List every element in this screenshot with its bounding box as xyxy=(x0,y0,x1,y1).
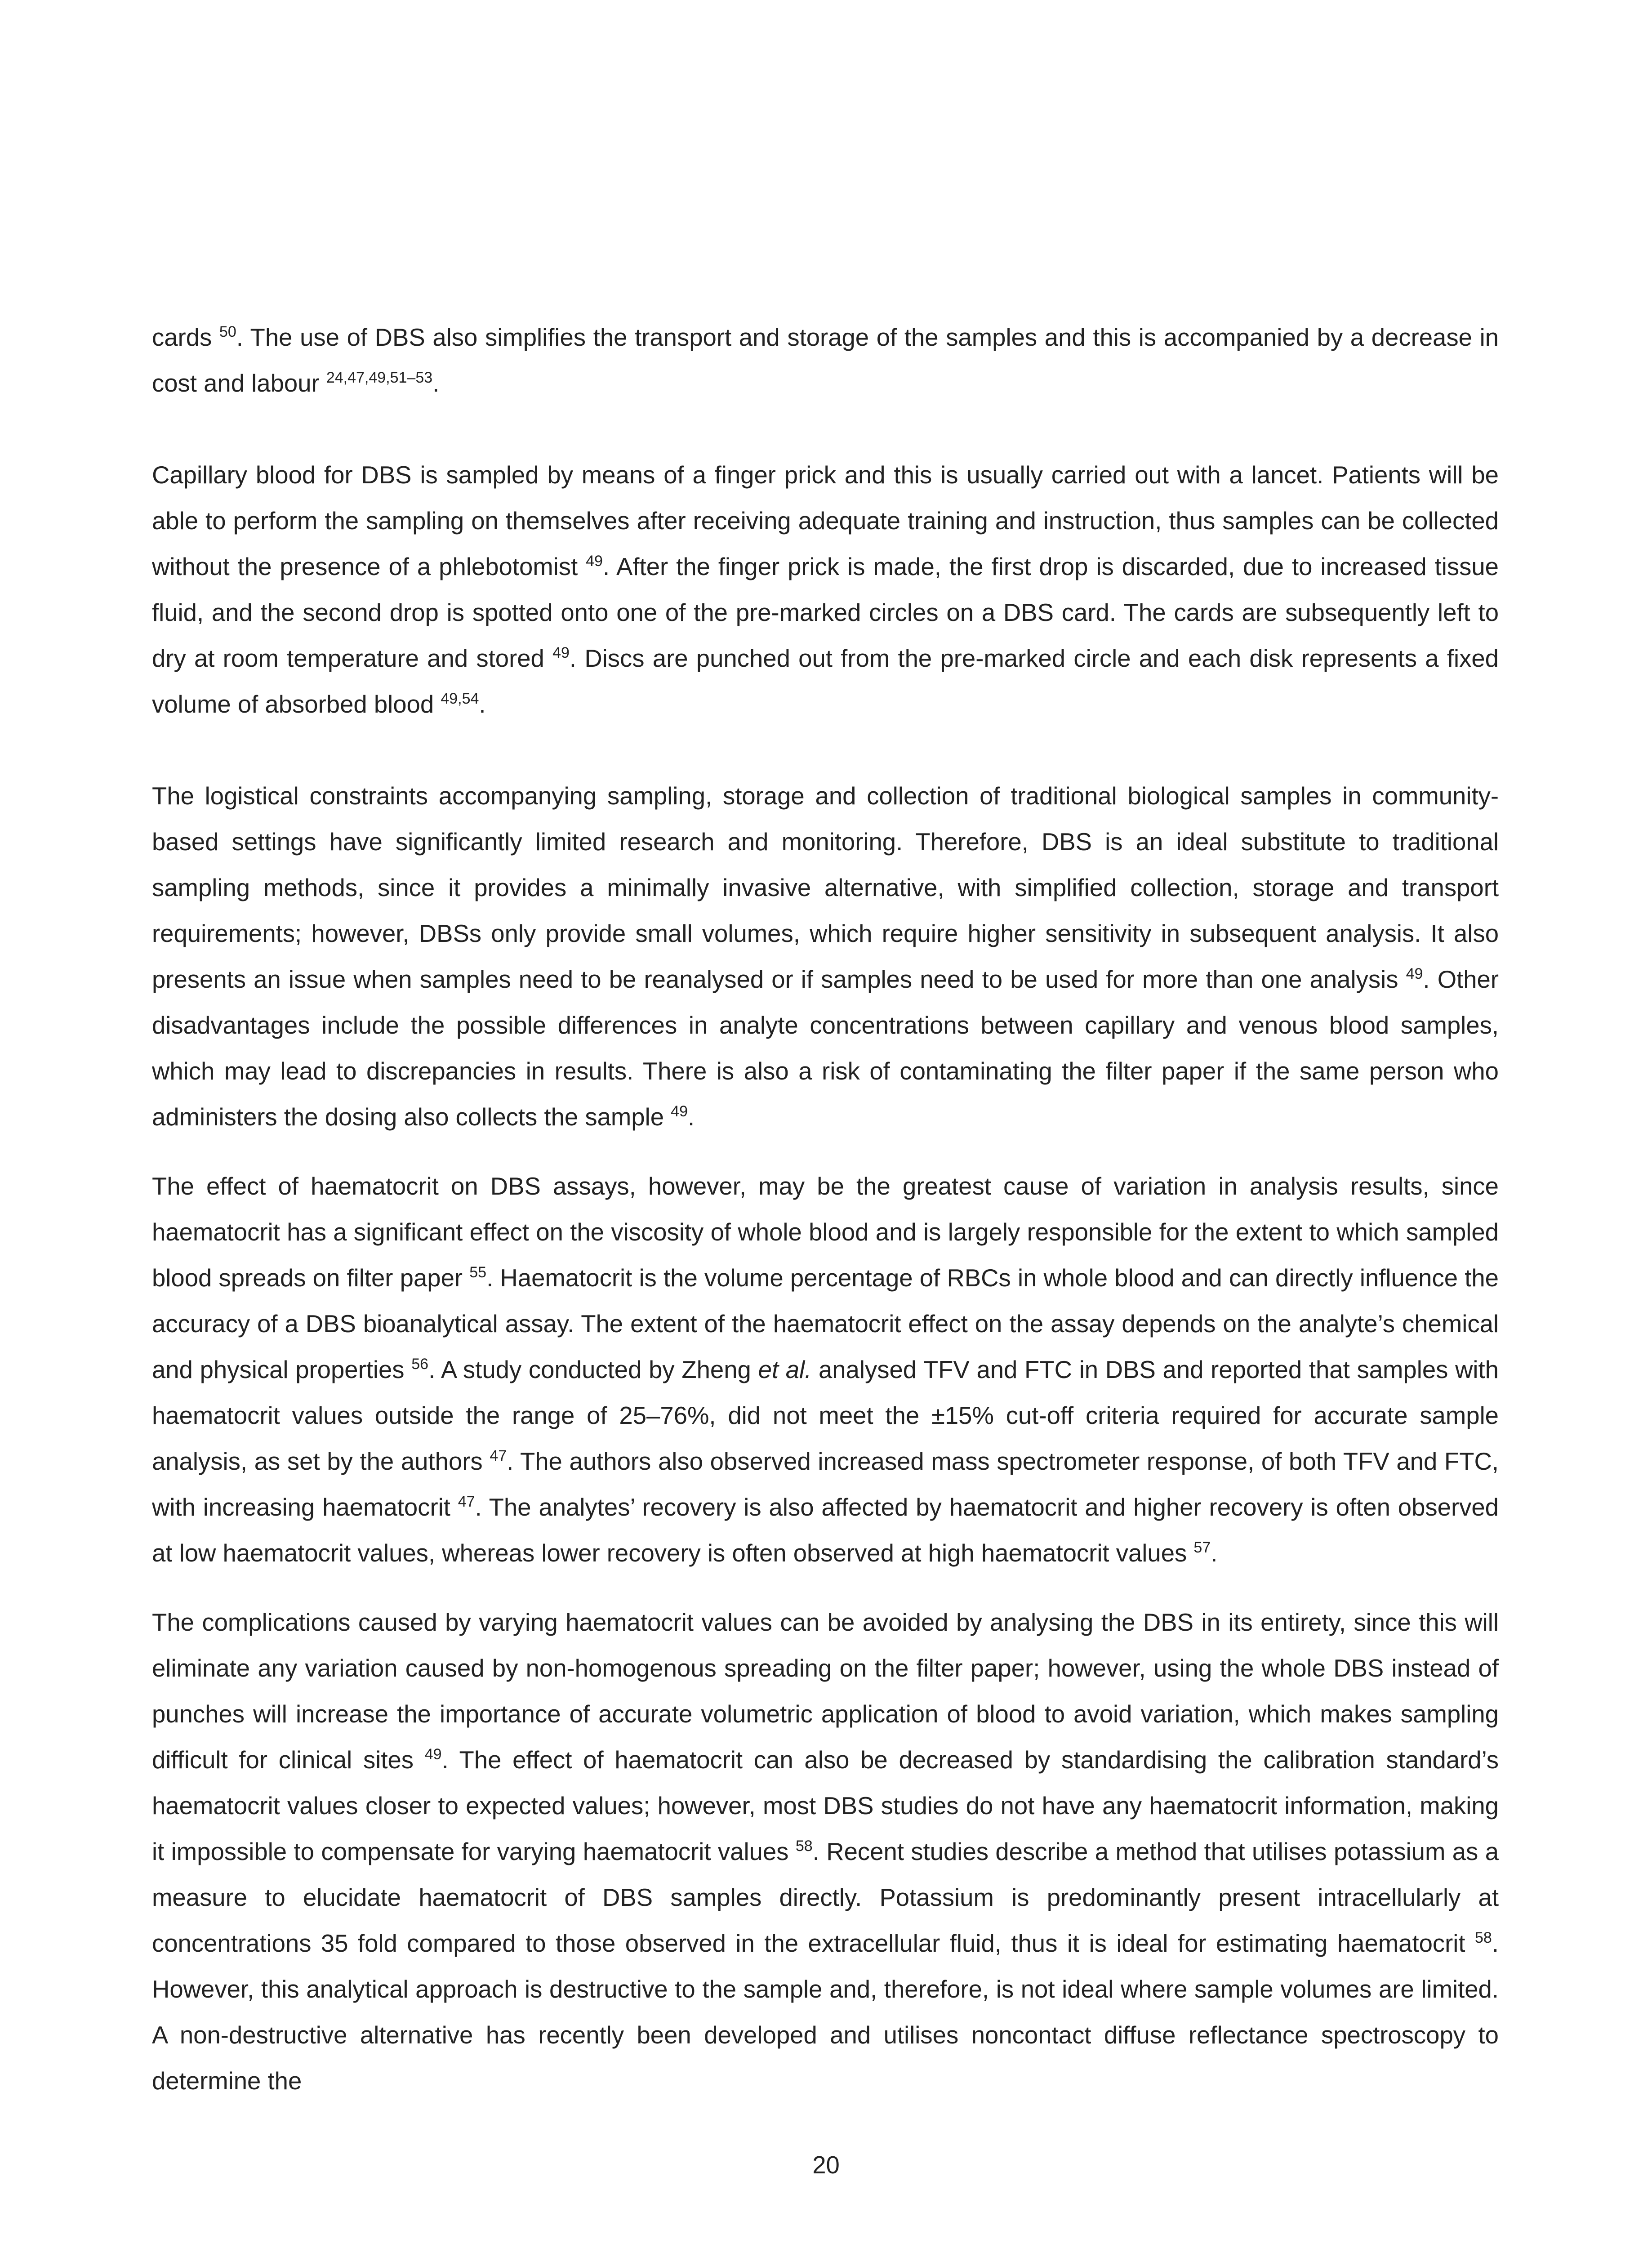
text-run: . xyxy=(479,691,486,718)
paragraph-logistical-constraints xyxy=(152,773,1499,1140)
text-run: . Discs are punched out from the pre-marked circle and each disk represents a fixed volume of absorbed blood xyxy=(152,645,1499,718)
page-number: 20 xyxy=(812,2151,840,2179)
citation-superscript: 58 xyxy=(795,1838,813,1855)
italic-text: et al. xyxy=(758,1356,812,1383)
text-run: . The authors also observed increased mass spectrometer response, of both TFV and FTC, with increasing haematocrit xyxy=(152,1448,1499,1521)
citation-superscript: 47 xyxy=(458,1493,475,1510)
text-run: . A study conducted by Zheng xyxy=(428,1356,758,1383)
text-run: . The use of DBS also simplifies the transport and storage of the samples and this is accompanied by a decrease in cost and labour xyxy=(152,324,1499,397)
text-run: . However, this analytical approach is destructive to the sample and, therefore, is not ideal where sample volumes are limited. A non-destructive alternative has recently been developed and utilises noncontact diffuse reflectance spectroscopy to determine the xyxy=(152,1930,1499,2095)
text-run: . xyxy=(688,1103,695,1131)
paragraph-haematocrit-complications xyxy=(152,1600,1499,2104)
citation-superscript: 49 xyxy=(671,1103,688,1120)
citation-superscript: 58 xyxy=(1475,1929,1492,1946)
paragraph-capillary-blood-sampling xyxy=(152,452,1499,727)
paragraph-dbs-cards xyxy=(152,315,1499,406)
citation-superscript: 50 xyxy=(219,323,236,340)
text-run: . The effect of haematocrit can also be decreased by standardising the calibration standard’s haematocrit values closer to expected values; however, most DBS studies do not have any haematocrit information, making it impossible to compensate for varying haematocrit values xyxy=(152,1746,1499,1865)
citation-superscript: 49 xyxy=(424,1746,442,1763)
body-text xyxy=(152,315,1499,2104)
text-run: . Recent studies describe a method that utilises potassium as a measure to elucidate haematocrit of DBS samples directly. Potassium is predominantly present intracellularly at concentrations 35 fold compared to those observed in the extracellular fluid, thus it is ideal for estimating haematocrit xyxy=(152,1838,1499,1957)
citation-superscript: 49 xyxy=(586,553,603,570)
text-run: . After the finger prick is made, the first drop is discarded, due to increased tissue fluid, and the second drop is spotted onto one of the pre-marked circles on a DBS card. The cards are subsequently left to dry at room temperature and stored xyxy=(152,553,1499,672)
citation-superscript: 57 xyxy=(1193,1539,1211,1556)
text-run: . Other disadvantages include the possible differences in analyte concentrations between capillary and venous blood samples, which may lead to discrepancies in results. There is also a risk of contaminating the filter paper if the same person who administers the dosing also collects the sample xyxy=(152,966,1499,1131)
citation-superscript: 55 xyxy=(469,1264,487,1281)
text-run: . xyxy=(1211,1539,1218,1567)
text-run: The effect of haematocrit on DBS assays, however, may be the greatest cause of variation in analysis results, since haematocrit has a significant effect on the viscosity of whole blood and is largely responsible for the extent to which sampled blood spreads on filter paper xyxy=(152,1173,1499,1292)
text-run: analysed TFV and FTC in DBS and reported that samples with haematocrit values outside the range of 25–76%, did not meet the ±15% cut-off criteria required for accurate sample analysis, as set by the authors xyxy=(152,1356,1499,1475)
citation-superscript: 49,54 xyxy=(441,690,479,707)
text-run: The complications caused by varying haematocrit values can be avoided by analysing the DBS in its entirety, since this will eliminate any variation caused by non-homogenous spreading on the filter paper; however, using the whole DBS instead of punches will increase the importance of accurate volumetric application of blood to avoid variation, which makes sampling difficult for clinical sites xyxy=(152,1609,1499,1774)
citation-superscript: 56 xyxy=(411,1356,429,1373)
citation-superscript: 24,47,49,51–53 xyxy=(326,369,433,386)
text-run: cards xyxy=(152,324,219,351)
paragraph-haematocrit-effect xyxy=(152,1164,1499,1576)
citation-superscript: 47 xyxy=(490,1447,507,1464)
text-run: The logistical constraints accompanying sampling, storage and collection of traditional biological samples in community-based settings have significantly limited research and monitoring. Therefore, DBS is an ideal substitute to traditional sampling methods, since it provides a minimally invasive alternative, with simplified collection, storage and transport requirements; however, DBSs only provide small volumes, which require higher sensitivity in subsequent analysis. It also presents an issue when samples need to be reanalysed or if samples need to be used for more than one analysis xyxy=(152,782,1499,993)
text-run: Capillary blood for DBS is sampled by means of a finger prick and this is usually carried out with a lancet. Patients will be able to perform the sampling on themselves after receiving adequate training and instruction, thus samples can be collected without the presence of a phlebotomist xyxy=(152,461,1499,580)
text-run: . Haematocrit is the volume percentage of RBCs in whole blood and can directly influence the accuracy of a DBS bioanalytical assay. The extent of the haematocrit effect on the assay depends on the analyte’s chemical and physical properties xyxy=(152,1264,1499,1383)
citation-superscript: 49 xyxy=(1406,965,1423,982)
text-run: . xyxy=(432,370,440,397)
citation-superscript: 49 xyxy=(552,644,570,661)
text-run: . The analytes’ recovery is also affected by haematocrit and higher recovery is often observed at low haematocrit values, whereas lower recovery is often observed at high haematocrit values xyxy=(152,1494,1499,1567)
